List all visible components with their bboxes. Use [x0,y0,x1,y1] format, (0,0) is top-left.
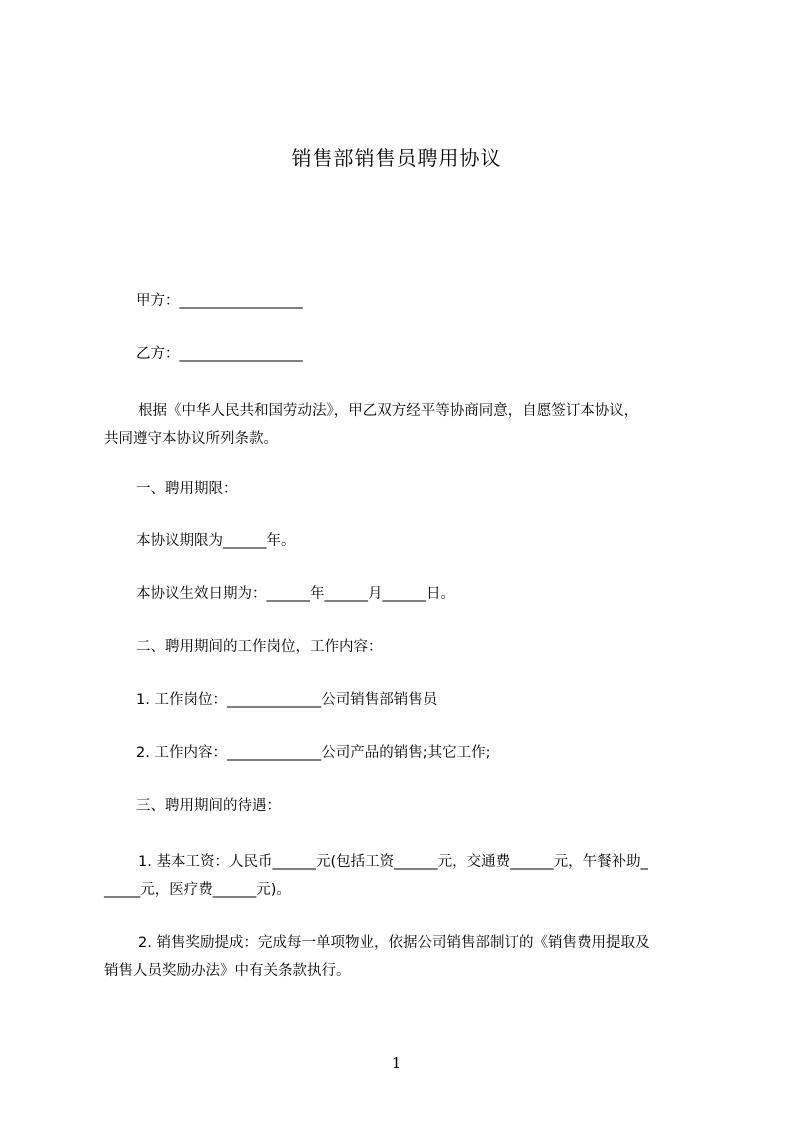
salary-line-2: _____元，医疗费______元)。 [104,882,291,898]
salary-paragraph [104,848,704,904]
section-1-heading: 一、聘用期限： [136,481,238,497]
salary-line-1: 1. 基本工资：人民币______元(包括工资______元，交通费______元，午餐补助_ [138,854,648,870]
preamble-line-1: 根据《中华人民共和国劳动法》，甲乙双方经平等协商同意，自愿签订本协议， [138,403,639,419]
party-a-line: 甲方：_________________ [136,293,303,309]
party-b-line: 乙方：_________________ [136,346,303,362]
effective-date-line: 本协议生效日期为：______年______月______日。 [136,586,455,602]
job-content-line: 2. 工作内容：_____________公司产品的销售;其它工作; [136,745,491,761]
commission-line-1: 2. 销售奖励提成：完成每一单项物业，依据公司销售部制订的《销售费用提取及 [138,935,650,951]
commission-paragraph [104,929,704,985]
commission-line-2: 销售人员奖励办法》中有关条款执行。 [104,963,351,979]
page-number: 1 [391,1054,402,1072]
preamble-line-2: 共同遵守本协议所列条款。 [104,431,278,447]
section-2-heading: 二、聘用期间的工作岗位，工作内容： [136,639,383,655]
term-length-line: 本协议期限为______年。 [136,533,296,549]
document-title: 销售部销售员聘用协议 [291,146,502,170]
job-position-line: 1. 工作岗位：_____________公司销售部销售员 [136,692,438,708]
section-3-heading: 三、聘用期间的待遇： [136,798,281,814]
preamble-paragraph [104,397,704,453]
